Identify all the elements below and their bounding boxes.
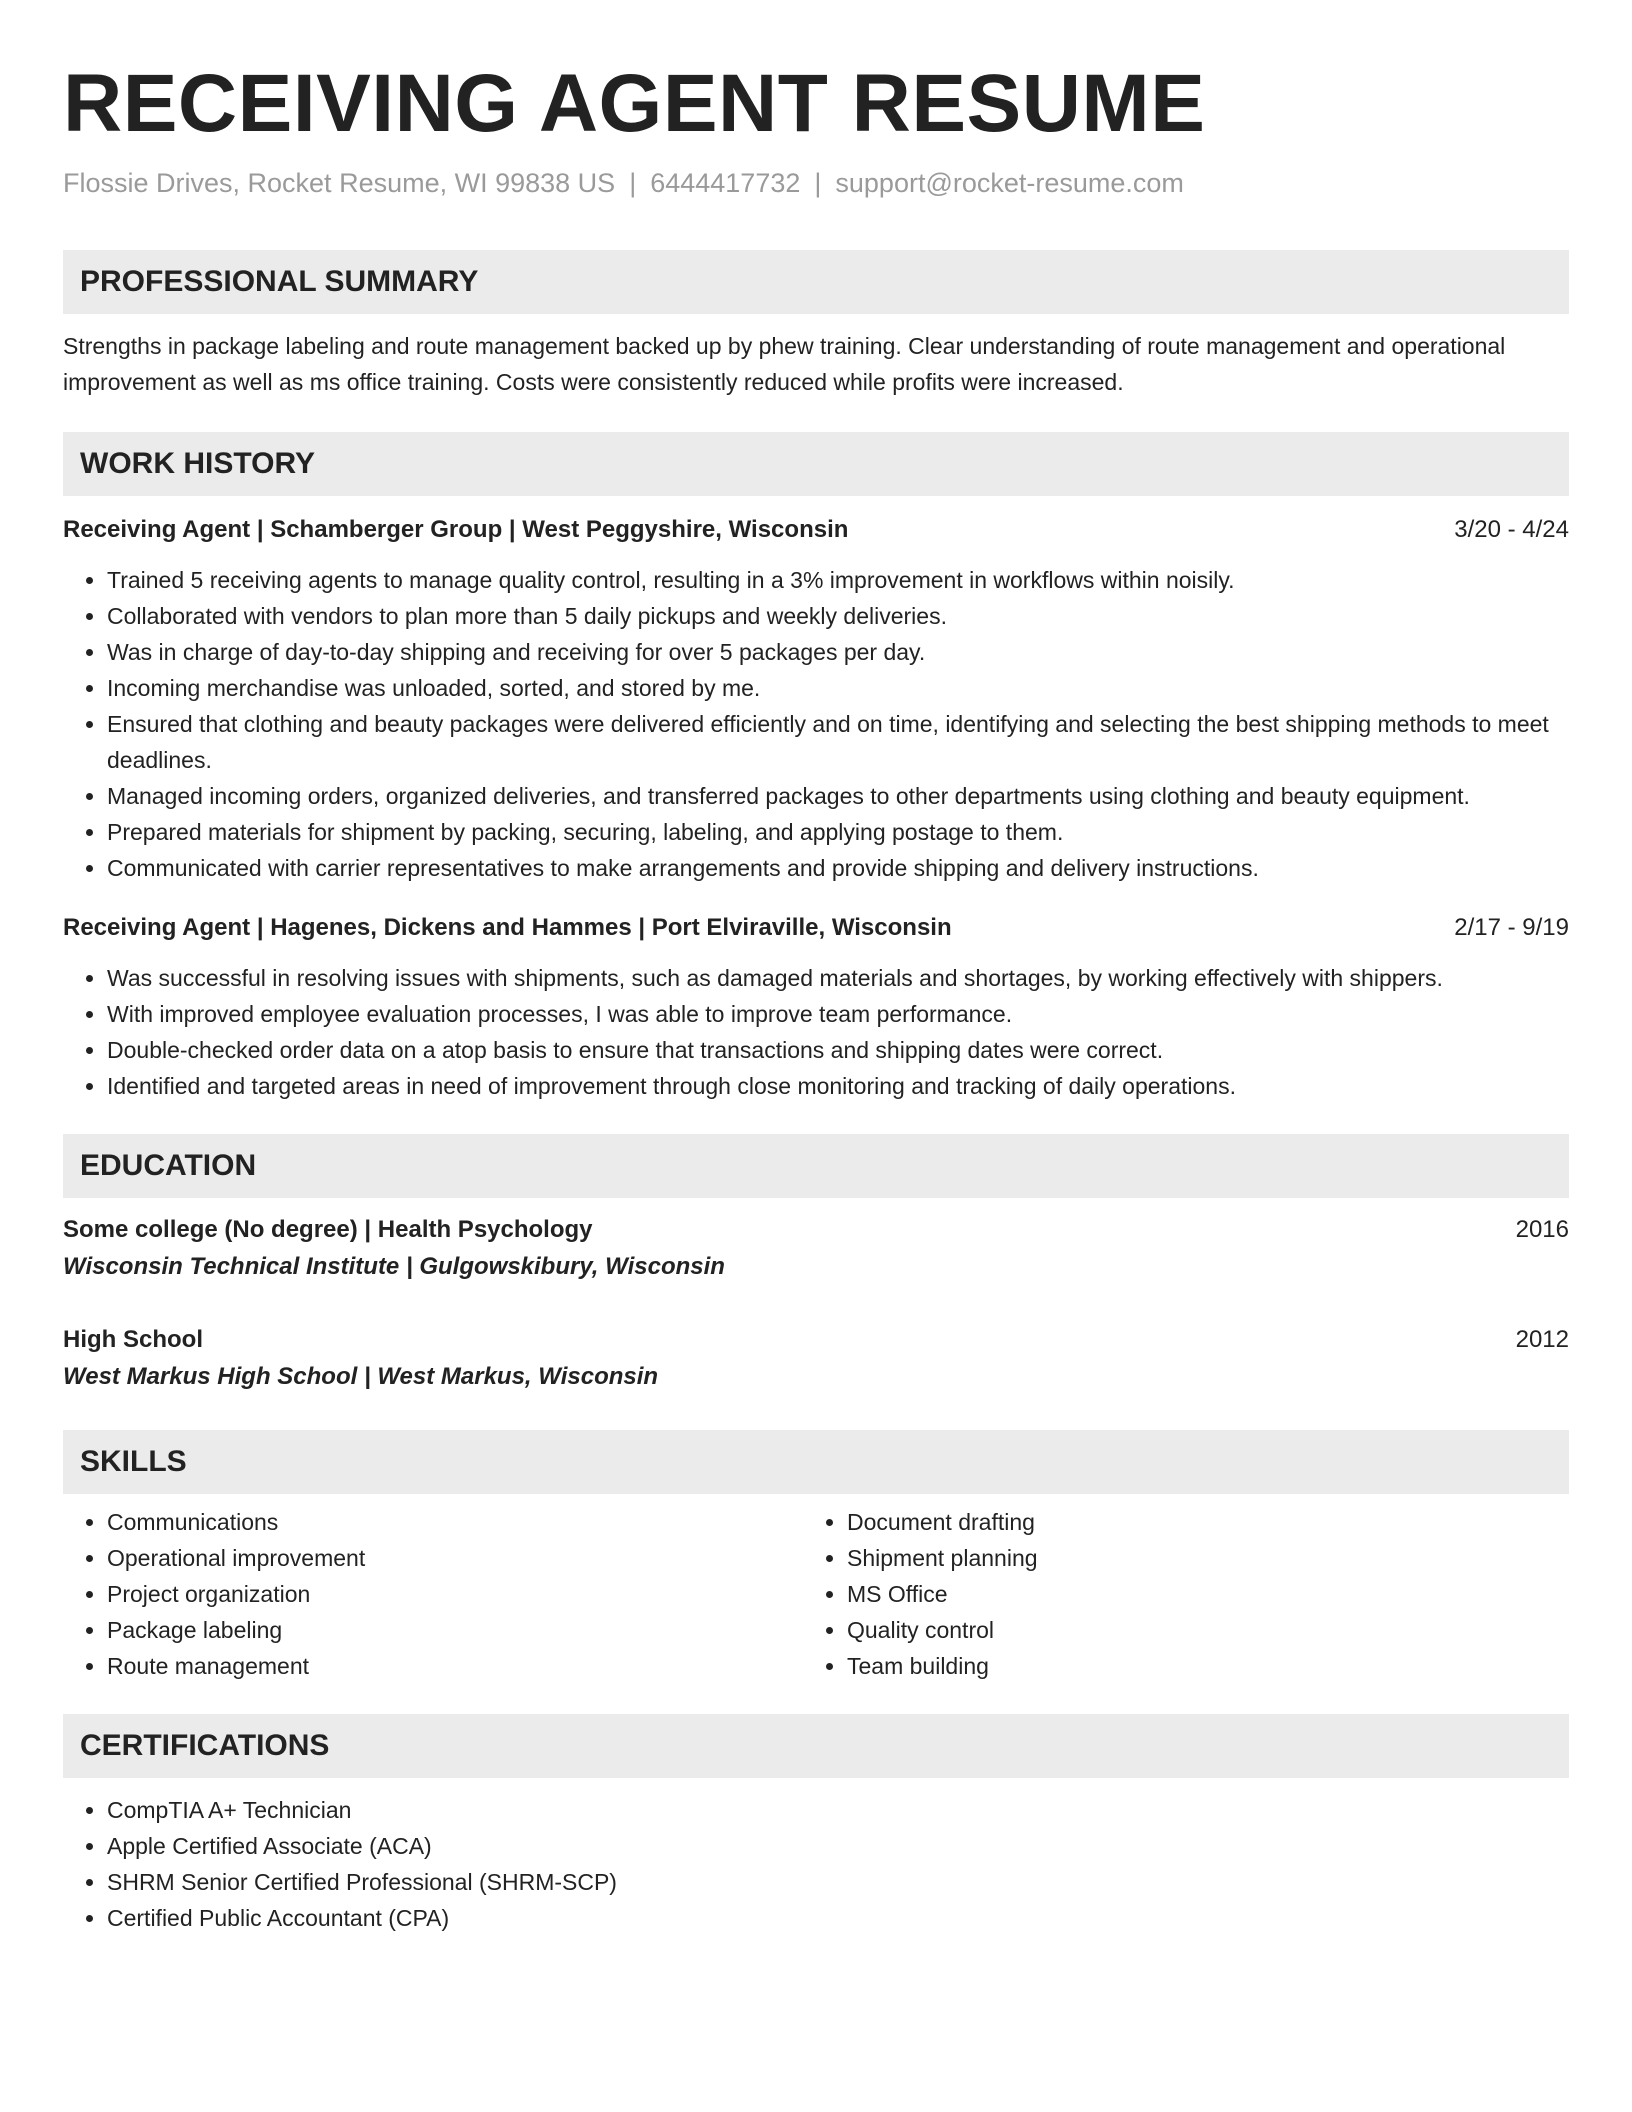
- job-bullet-list: [63, 960, 1569, 1104]
- job-entry: [63, 910, 1569, 1104]
- certification-item: • Certified Public Accountant (CPA): [107, 1900, 1569, 1936]
- contact-line: [63, 166, 1569, 200]
- education-header: [63, 1212, 1569, 1248]
- education-degree: Some college (No degree) | Health Psychology: [63, 1216, 593, 1243]
- job-bullet: • Double-checked order data on a atop basis to ensure that transactions and shipping dates were correct.: [107, 1032, 1569, 1068]
- contact-address: Flossie Drives, Rocket Resume, WI 99838 US: [63, 168, 616, 198]
- contact-separator: |: [629, 168, 637, 198]
- job-bullet: • Collaborated with vendors to plan more than 5 daily pickups and weekly deliveries.: [107, 598, 1569, 634]
- education-year: 2012: [1515, 1326, 1569, 1353]
- skill-item: • Route management: [107, 1648, 803, 1684]
- job-bullet: • Incoming merchandise was unloaded, sorted, and stored by me.: [107, 670, 1569, 706]
- education-year: 2016: [1515, 1216, 1569, 1243]
- skill-item: • Operational improvement: [107, 1540, 803, 1576]
- certifications-list: [63, 1792, 1569, 1936]
- certification-item: • Apple Certified Associate (ACA): [107, 1828, 1569, 1864]
- certification-item: • CompTIA A+ Technician: [107, 1792, 1569, 1828]
- job-bullet: • Identified and targeted areas in need of improvement through close monitoring and tracking of daily operations.: [107, 1068, 1569, 1104]
- skills-grid: [63, 1504, 1569, 1684]
- job-dates: 2/17 - 9/19: [1454, 914, 1569, 941]
- job-header: [63, 910, 1569, 946]
- section-header-education: EDUCATION: [63, 1134, 1569, 1198]
- education-entry: [63, 1322, 1569, 1396]
- job-bullet: • Was successful in resolving issues with shipments, such as damaged materials and shortages, by working effectively with shippers.: [107, 960, 1569, 996]
- skill-item: • Project organization: [107, 1576, 803, 1612]
- resume-title: RECEIVING AGENT RESUME: [63, 58, 1206, 149]
- job-bullet: • Communicated with carrier representatives to make arrangements and provide shipping and delivery instructions.: [107, 850, 1569, 886]
- job-bullet: • With improved employee evaluation processes, I was able to improve team performance.: [107, 996, 1569, 1032]
- skill-item: • MS Office: [847, 1576, 1543, 1612]
- section-header-certifications: CERTIFICATIONS: [63, 1714, 1569, 1778]
- summary-text: Strengths in package labeling and route management backed up by phew training. Clear understanding of route management and operational improvement as well as ms office training. Costs were consistently reduced while profits were increased.: [63, 333, 1506, 395]
- skill-item: • Team building: [847, 1648, 1543, 1684]
- certification-item: • SHRM Senior Certified Professional (SHRM-SCP): [107, 1864, 1569, 1900]
- education-degree: High School: [63, 1326, 203, 1353]
- job-entry: [63, 512, 1569, 886]
- skill-item: • Shipment planning: [847, 1540, 1543, 1576]
- education-header: [63, 1322, 1569, 1358]
- job-bullet-list: [63, 562, 1569, 886]
- contact-phone: 6444417732: [650, 168, 801, 198]
- skill-item: • Quality control: [847, 1612, 1543, 1648]
- skill-item: • Document drafting: [847, 1504, 1543, 1540]
- job-header: [63, 512, 1569, 548]
- contact-email: support@rocket-resume.com: [835, 168, 1184, 198]
- contact-separator: |: [814, 168, 822, 198]
- job-bullet: • Prepared materials for shipment by packing, securing, labeling, and applying postage to them.: [107, 814, 1569, 850]
- education-entry: [63, 1212, 1569, 1286]
- skills-list-left: [63, 1504, 803, 1684]
- job-bullet: • Ensured that clothing and beauty packages were delivered efficiently and on time, identifying and selecting the best shipping methods to meet deadlines.: [107, 706, 1569, 778]
- skill-item: • Communications: [107, 1504, 803, 1540]
- job-dates: 3/20 - 4/24: [1454, 516, 1569, 543]
- section-header-work-history: WORK HISTORY: [63, 432, 1569, 496]
- skill-item: • Package labeling: [107, 1612, 803, 1648]
- section-header-summary: PROFESSIONAL SUMMARY: [63, 250, 1569, 314]
- job-bullet: • Trained 5 receiving agents to manage quality control, resulting in a 3% improvement in workflows within noisily.: [107, 562, 1569, 598]
- job-bullet: • Was in charge of day-to-day shipping and receiving for over 5 packages per day.: [107, 634, 1569, 670]
- education-school: Wisconsin Technical Institute | Gulgowskibury, Wisconsin: [63, 1253, 725, 1280]
- section-header-skills: SKILLS: [63, 1430, 1569, 1494]
- job-title: Receiving Agent | Hagenes, Dickens and Hammes | Port Elviraville, Wisconsin: [63, 914, 952, 941]
- job-bullet: • Managed incoming orders, organized deliveries, and transferred packages to other departments using clothing and beauty equipment.: [107, 778, 1569, 814]
- skills-list-right: [803, 1504, 1543, 1684]
- education-school: West Markus High School | West Markus, Wisconsin: [63, 1363, 659, 1390]
- job-title: Receiving Agent | Schamberger Group | West Peggyshire, Wisconsin: [63, 516, 849, 543]
